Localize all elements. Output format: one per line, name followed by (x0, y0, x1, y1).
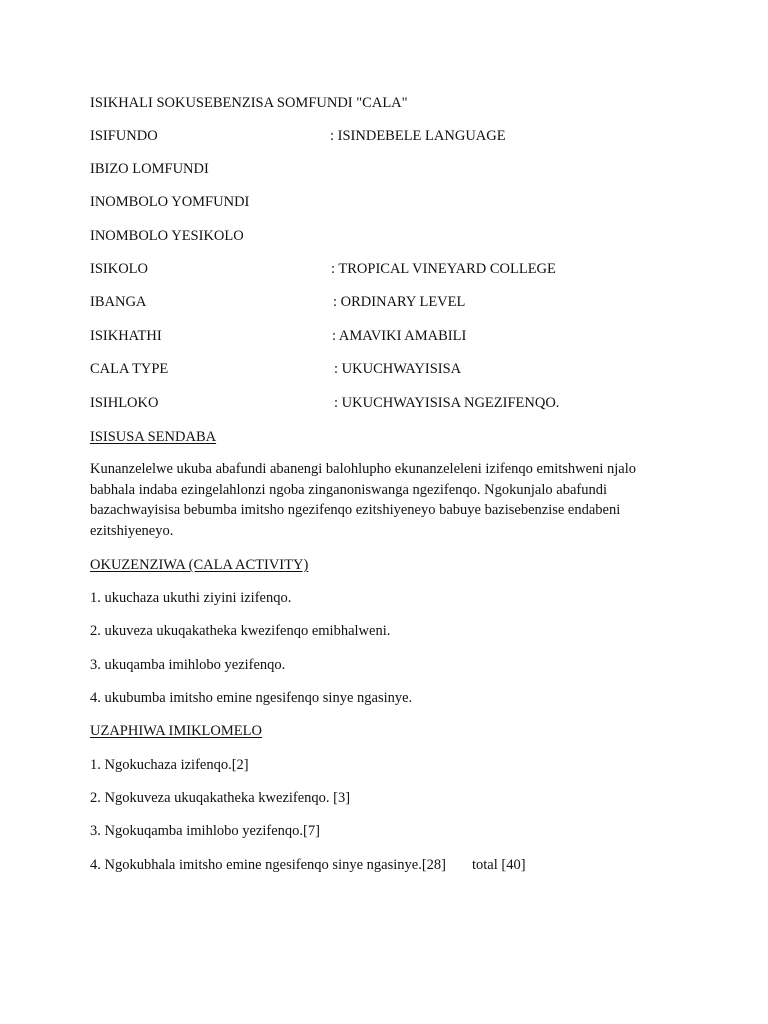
activity-item: 4. ukubumba imitsho emine ngesifenqo sinye ngasinye. (90, 690, 413, 706)
field-label-student-name: IBIZO LOMFUNDI (90, 161, 209, 177)
marks-item: 3. Ngokuqamba imihlobo yezifenqo.[7] (90, 823, 320, 839)
field-label-student-number: INOMBOLO YOMFUNDI (90, 194, 250, 210)
field-label-subject: ISIFUNDO (90, 128, 158, 144)
marks-item-last-row (90, 855, 526, 875)
activity-heading: OKUZENZIWA (CALA ACTIVITY) (90, 557, 309, 573)
field-label-duration: ISIKHATHI (90, 328, 162, 344)
marks-item: 1. Ngokuchaza izifenqo.[2] (90, 757, 249, 773)
marks-total: total [40] (472, 857, 526, 873)
field-label-level: IBANGA (90, 294, 147, 310)
field-value-duration: : AMAVIKI AMABILI (332, 328, 467, 344)
field-label-school: ISIKOLO (90, 261, 148, 277)
background-paragraph: Kunanzelelwe ukuba abafundi abanengi balohlupho ekunanzeleleni izifenqo emitshweni njalo babhala indaba ezingelahlonzi ngoba zinganoniswanga ngezifenqo. Ngokunjalo abafundi bazachwayisisa bebumba imitsho ngezifenqo ezitshiyeneyo babuye bazisebenzise endabeni ezitshiyeneyo. (90, 461, 636, 539)
field-value-cala-type: : UKUCHWAYISISA (334, 361, 462, 377)
marks-item: 2. Ngokuveza ukuqakatheka kwezifenqo. [3] (90, 790, 351, 806)
field-value-subject: : ISINDEBELE LANGUAGE (330, 128, 506, 144)
field-label-cala-type: CALA TYPE (90, 361, 169, 377)
document-title: ISIKHALI SOKUSEBENZISA SOMFUNDI "CALA" (90, 95, 408, 111)
field-label-school-number: INOMBOLO YESIKOLO (90, 228, 244, 244)
field-value-topic: : UKUCHWAYISISA NGEZIFENQO. (334, 395, 560, 411)
marks-item: 4. Ngokubhala imitsho emine ngesifenqo sinye ngasinye.[28] (90, 857, 446, 873)
field-value-school: : TROPICAL VINEYARD COLLEGE (331, 261, 556, 277)
activity-item: 3. ukuqamba imihlobo yezifenqo. (90, 657, 286, 673)
field-label-topic: ISIHLOKO (90, 395, 159, 411)
field-value-level: : ORDINARY LEVEL (333, 294, 466, 310)
marks-heading: UZAPHIWA IMIKLOMELO (90, 723, 262, 739)
activity-item: 2. ukuveza ukuqakatheka kwezifenqo emibhalweni. (90, 623, 391, 639)
activity-item: 1. ukuchaza ukuthi ziyini izifenqo. (90, 590, 292, 606)
background-heading: ISISUSA SENDABA (90, 429, 217, 445)
